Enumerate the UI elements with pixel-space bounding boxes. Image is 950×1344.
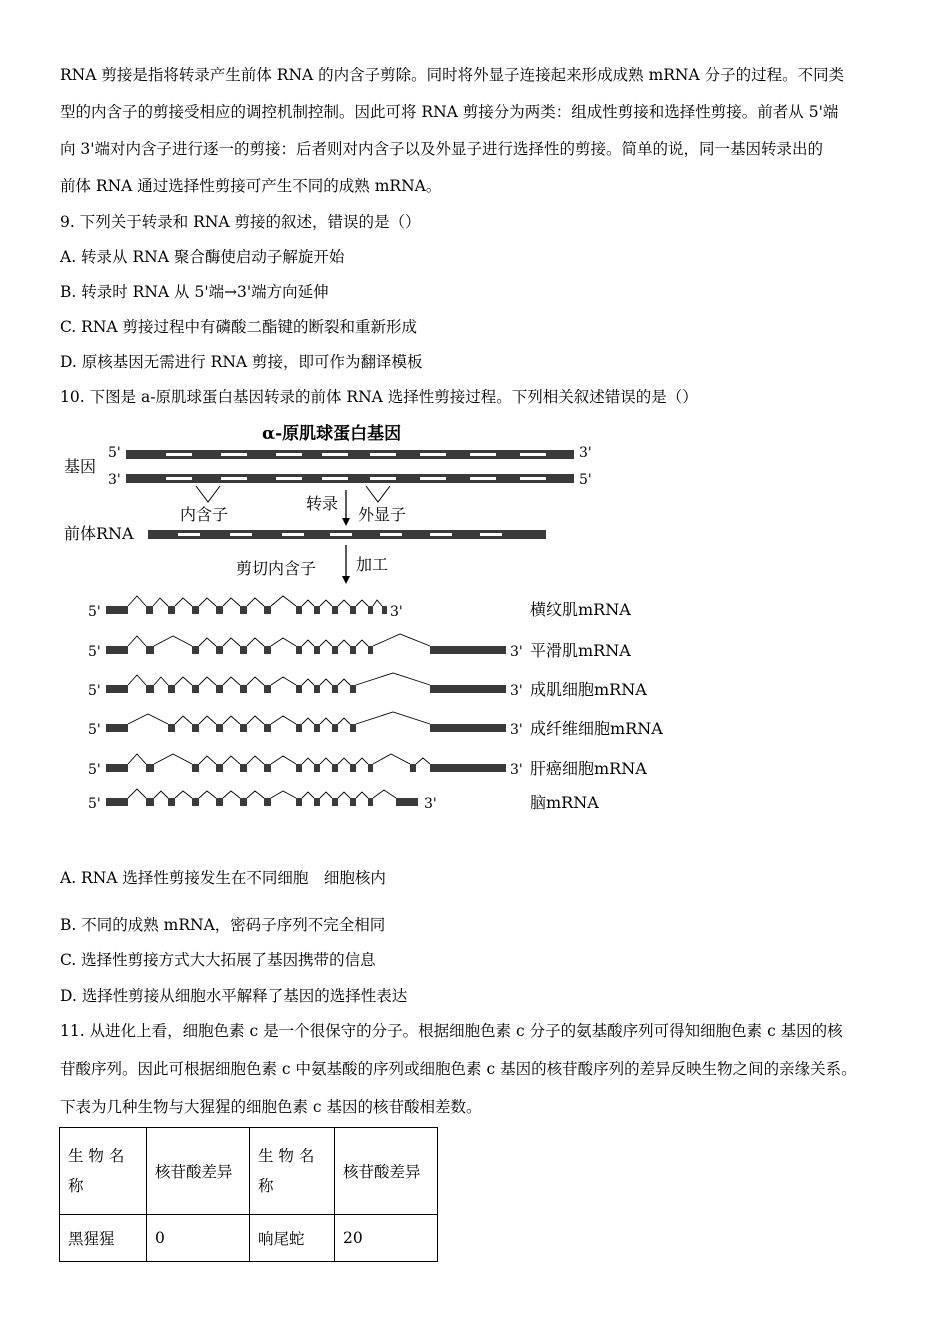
q11-line-3: 下表为几种生物与大猩猩的细胞色素 c 基因的核苷酸相差数。 (60, 1098, 482, 1116)
pre-rna-label: 前体RNA (64, 524, 134, 543)
gene-top-strand (126, 450, 574, 459)
mrna-label: 脑mRNA (530, 793, 599, 812)
svg-text:3': 3' (510, 683, 523, 699)
q10-option-d: D. 选择性剪接从细胞水平解释了基因的选择性表达 (60, 987, 408, 1005)
mrna-row (88, 712, 663, 738)
table-cell: 响尾蛇 (250, 1215, 335, 1262)
q11-line-2: 苷酸序列。因此可根据细胞色素 c 中氨基酸的序列或细胞色素 c 基因的核苷酸序列的差异反映生物之间的亲缘关系。 (60, 1060, 857, 1078)
svg-text:3': 3' (510, 644, 523, 660)
mrna-label: 横纹肌mRNA (530, 600, 631, 619)
table-header-cell: 核苷酸差异 (147, 1128, 250, 1215)
q10-option-c: C. 选择性剪接方式大大拓展了基因携带的信息 (60, 951, 376, 969)
intro-line-4: 前体 RNA 通过选择性剪接可产生不同的成熟 mRNA。 (60, 177, 442, 195)
mrna-label: 成纤维细胞mRNA (530, 719, 663, 738)
mrna-label: 成肌细胞mRNA (530, 680, 647, 699)
table-header-cell: 生 物 名 称 (60, 1128, 147, 1215)
table-header-row (60, 1128, 438, 1215)
transcribe-label: 转录 (306, 494, 339, 513)
table-cell: 20 (335, 1215, 438, 1262)
q9-option-b: B. 转录时 RNA 从 5'端→3'端方向延伸 (60, 283, 329, 301)
mrna-label: 平滑肌mRNA (530, 641, 631, 660)
table-row (60, 1215, 438, 1262)
q9-option-a: A. 转录从 RNA 聚合酶使启动子解旋开始 (60, 248, 345, 266)
splicing-diagram (50, 412, 710, 842)
mrna-row (88, 596, 631, 620)
splice-label: 剪切内含子 (236, 559, 317, 578)
q10-option-a: A. RNA 选择性剪接发生在不同细胞 细胞核内 (60, 869, 386, 887)
intro-line-3: 向 3'端对内含子进行逐一的剪接：后者则对内含子以及外显子进行选择性的剪接。简单的说，同一基因转录出的 (60, 140, 824, 158)
table-cell: 0 (147, 1215, 250, 1262)
q9-option-c: C. RNA 剪接过程中有磷酸二酯键的断裂和重新形成 (60, 318, 418, 336)
gene-top-5prime: 5' (108, 445, 121, 461)
mrna-row (88, 673, 647, 699)
svg-text:5': 5' (88, 722, 101, 738)
intro-line-1: RNA 剪接是指将转录产生前体 RNA 的内含子剪除。同时将外显子连接起来形成成熟 mRNA 分子的过程。不同类 (60, 66, 845, 84)
gene-bottom-strand (126, 474, 574, 483)
gene-bottom-3prime: 3' (108, 472, 121, 488)
gene-top-3prime: 3' (579, 445, 592, 461)
gene-label: 基因 (64, 457, 97, 476)
intron-label: 内含子 (180, 505, 229, 524)
svg-text:5': 5' (88, 762, 101, 778)
q11-line-1: 11. 从进化上看，细胞色素 c 是一个很保守的分子。根据细胞色素 c 分子的氨基酸序列可得知细胞色素 c 基因的核 (60, 1022, 843, 1040)
mrna-row (88, 789, 599, 812)
gene-bottom-5prime: 5' (579, 472, 592, 488)
mrna-row (88, 634, 631, 660)
svg-text:5': 5' (88, 796, 101, 812)
svg-text:3': 3' (390, 604, 403, 620)
table-header-cell: 生 物 名 称 (250, 1128, 335, 1215)
svg-text:3': 3' (424, 796, 437, 812)
svg-text:3': 3' (510, 722, 523, 738)
nucleotide-difference-table (59, 1127, 438, 1262)
mrna-row (88, 754, 647, 778)
q9-option-d: D. 原核基因无需进行 RNA 剪接，即可作为翻译模板 (60, 353, 423, 371)
svg-text:5': 5' (88, 604, 101, 620)
q10-option-b: B. 不同的成熟 mRNA，密码子序列不完全相同 (60, 916, 386, 934)
intro-line-2: 型的内含子的剪接受相应的调控机制控制。因此可将 RNA 剪接分为两类：组成性剪接和选择性剪接。前者从 5'端 (60, 103, 839, 121)
svg-text:5': 5' (88, 644, 101, 660)
q10-stem: 10. 下图是 a-原肌球蛋白基因转录的前体 RNA 选择性剪接过程。下列相关叙述错误的是（） (60, 388, 698, 406)
svg-text:3': 3' (510, 762, 523, 778)
table-header-cell: 核苷酸差异 (335, 1128, 438, 1215)
figure-title: α-原肌球蛋白基因 (262, 424, 402, 444)
svg-text:5': 5' (88, 683, 101, 699)
exon-label: 外显子 (358, 505, 407, 524)
q9-stem: 9. 下列关于转录和 RNA 剪接的叙述，错误的是（） (60, 213, 421, 231)
process-label: 加工 (356, 555, 389, 574)
mrna-label: 肝癌细胞mRNA (530, 759, 647, 778)
table-cell: 黑猩猩 (60, 1215, 147, 1262)
